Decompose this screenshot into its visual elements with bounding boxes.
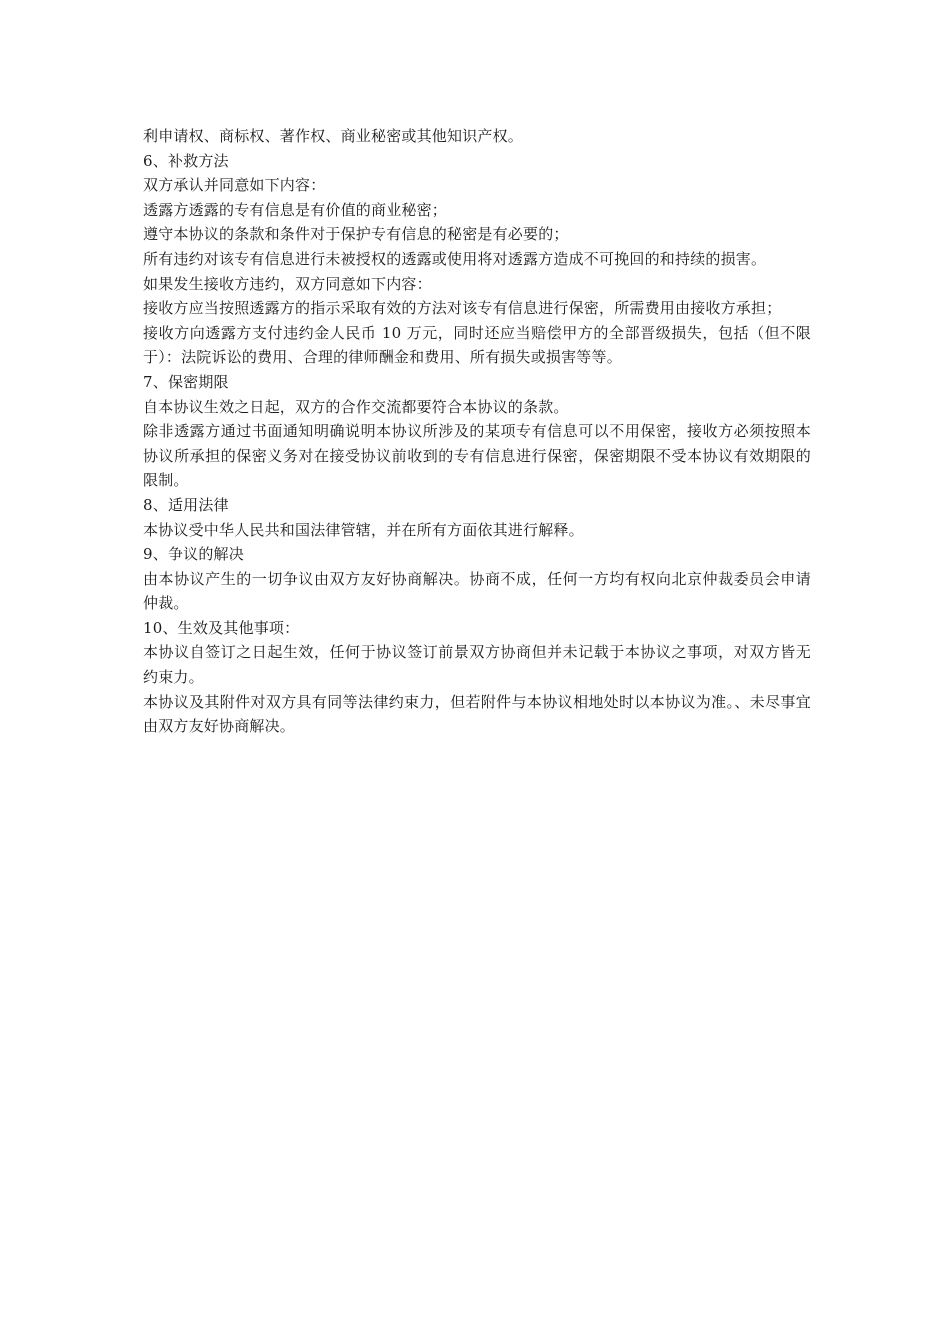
paragraph-governing-law: 本协议受中华人民共和国法律管辖，并在所有方面依其进行解释。 (143, 520, 584, 539)
document-page (143, 124, 811, 739)
section-heading-term: 7、保密期限 (143, 372, 229, 391)
paragraph-penalty: 接收方向透露方支付违约金人民币 10 万元，同时还应当赔偿甲方的全部晋级损失，包括（但不限于）：法院诉讼的费用、合理的律师酬金和费用、所有损失或损害等等。 (143, 323, 811, 367)
section-heading-governing-law: 8、适用法律 (143, 495, 229, 514)
section-heading-remedies: 6、补救方法 (143, 151, 229, 170)
paragraph-breach-intro: 如果发生接收方违约，双方同意如下内容： (143, 274, 432, 293)
paragraph-ip-rights: 利申请权、商标权、著作权、商业秘密或其他知识产权。 (143, 127, 524, 145)
section-heading-effectiveness: 10、生效及其他事项： (143, 618, 300, 637)
paragraph-effective-date: 自本协议生效之日起，双方的合作交流都要符合本协议的条款。 (143, 397, 569, 416)
paragraph-confidentiality-period: 除非透露方通过书面通知明确说明本协议所涉及的某项专有信息可以不用保密，接收方必须按照本协议所承担的保密义务对在接受协议前收到的专有信息进行保密，保密期限不受本协议有效期限的限制。 (143, 422, 811, 490)
paragraph-confidential-measures: 接收方应当按照透露方的指示采取有效的方法对该专有信息进行保密，所需费用由接收方承担； (143, 299, 782, 318)
paragraph-necessity: 遵守本协议的条款和条件对于保护专有信息的秘密是有必要的； (143, 225, 569, 244)
paragraph-annexes: 本协议及其附件对双方具有同等法律约束力，但若附件与本协议相地处时以本协议为准。、未尽事宜由双方友好协商解决。 (143, 692, 811, 736)
paragraph-trade-secret: 透露方透露的专有信息是有价值的商业秘密； (143, 200, 448, 219)
paragraph-acknowledgement: 双方承认并同意如下内容： (143, 176, 326, 195)
section-heading-disputes: 9、争议的解决 (143, 545, 244, 564)
paragraph-irreparable-harm: 所有违约对该专有信息进行未被授权的透露或使用将对透露方造成不可挽回的和持续的损害。 (143, 249, 767, 268)
paragraph-entire-agreement: 本协议自签订之日起生效，任何于协议签订前景双方协商但并未记载于本协议之事项，对双方皆无约束力。 (143, 643, 811, 687)
paragraph-arbitration: 由本协议产生的一切争议由双方友好协商解决。协商不成，任何一方均有权向北京仲裁委员会申请仲裁。 (143, 569, 811, 613)
